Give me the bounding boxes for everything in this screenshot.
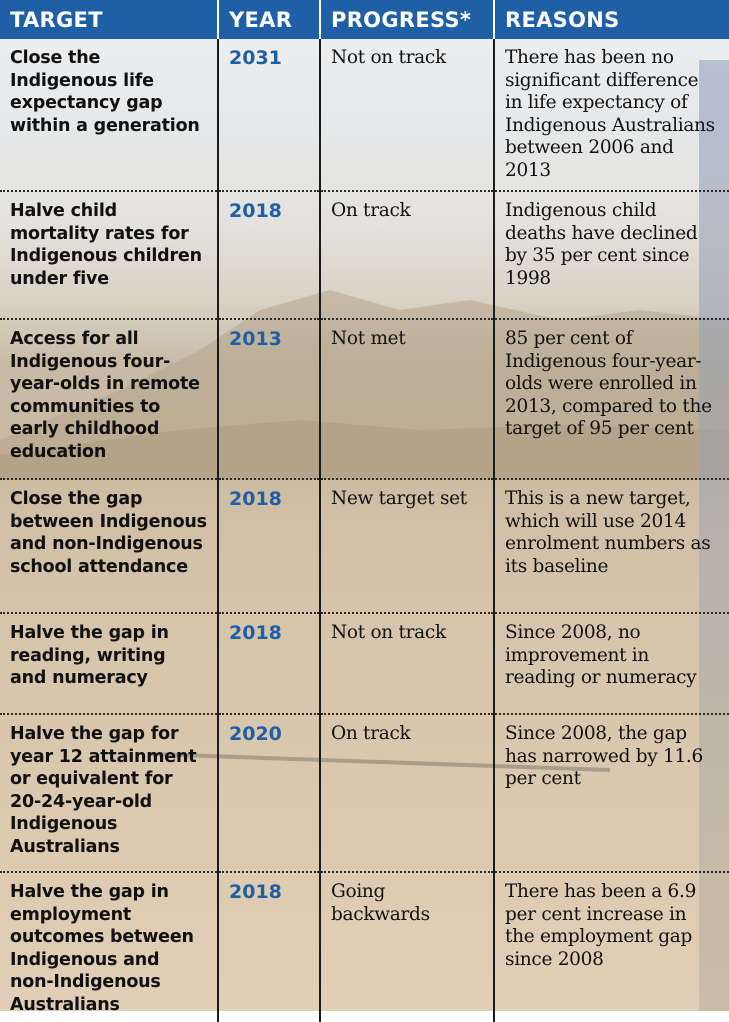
target-cell: Access for all Indigenous four-year-olds in remote communities to early childhood education [0, 319, 218, 479]
table-row [0, 39, 729, 191]
header-reasons: REASONS [494, 0, 729, 39]
reasons-cell: There has been no significant difference in life expectancy of Indigenous Australians between 2006 and 2013 [494, 39, 729, 191]
target-cell: Halve child mortality rates for Indigenous children under five [0, 191, 218, 319]
year-cell: 2018 [218, 479, 320, 613]
header-target: TARGET [0, 0, 218, 39]
header-row [0, 0, 729, 39]
progress-cell: Going backwards [320, 872, 494, 1022]
target-cell: Close the gap between Indigenous and non-Indigenous school attendance [0, 479, 218, 613]
year-cell: 2020 [218, 714, 320, 872]
table-row [0, 872, 729, 1022]
target-cell: Halve the gap in employment outcomes between Indigenous and non-Indigenous Australians [10, 882, 194, 1015]
target-cell: Halve the gap for year 12 attainment or equivalent for 20-24-year-old Indigenous Australians [0, 714, 218, 872]
year-cell: 2018 [218, 872, 320, 1022]
reasons-cell: There has been a 6.9 per cent increase in the employment gap since 2008 [494, 872, 729, 1022]
reasons-cell: 85 per cent of Indigenous four-year-olds were enrolled in 2013, compared to the target of 95 per cent [494, 319, 729, 479]
header-year: YEAR [218, 0, 320, 39]
progress-cell: On track [320, 191, 494, 319]
progress-cell: Not on track [320, 613, 494, 714]
reasons-cell: Since 2008, no improvement in reading or numeracy [494, 613, 729, 714]
year-cell: 2018 [218, 613, 320, 714]
progress-cell: Not on track [320, 39, 494, 191]
progress-cell: Not met [320, 319, 494, 479]
table-row [0, 319, 729, 479]
target-cell: Close the Indigenous life expectancy gap within a generation [0, 39, 218, 191]
table-row [0, 191, 729, 319]
table-row [0, 613, 729, 714]
table-row [0, 714, 729, 872]
year-cell: 2018 [218, 191, 320, 319]
progress-cell: New target set [320, 479, 494, 613]
table-row [0, 479, 729, 613]
reasons-cell: Since 2008, the gap has narrowed by 11.6 per cent [494, 714, 729, 872]
header-progress: PROGRESS* [320, 0, 494, 39]
reasons-cell: Indigenous child deaths have declined by 35 per cent since 1998 [494, 191, 729, 319]
year-cell: 2013 [218, 319, 320, 479]
year-cell: 2031 [218, 39, 320, 191]
reasons-cell: This is a new target, which will use 2014 enrolment numbers as its baseline [494, 479, 729, 613]
progress-cell: On track [320, 714, 494, 872]
target-cell: Halve the gap in reading, writing and numeracy [0, 613, 218, 714]
